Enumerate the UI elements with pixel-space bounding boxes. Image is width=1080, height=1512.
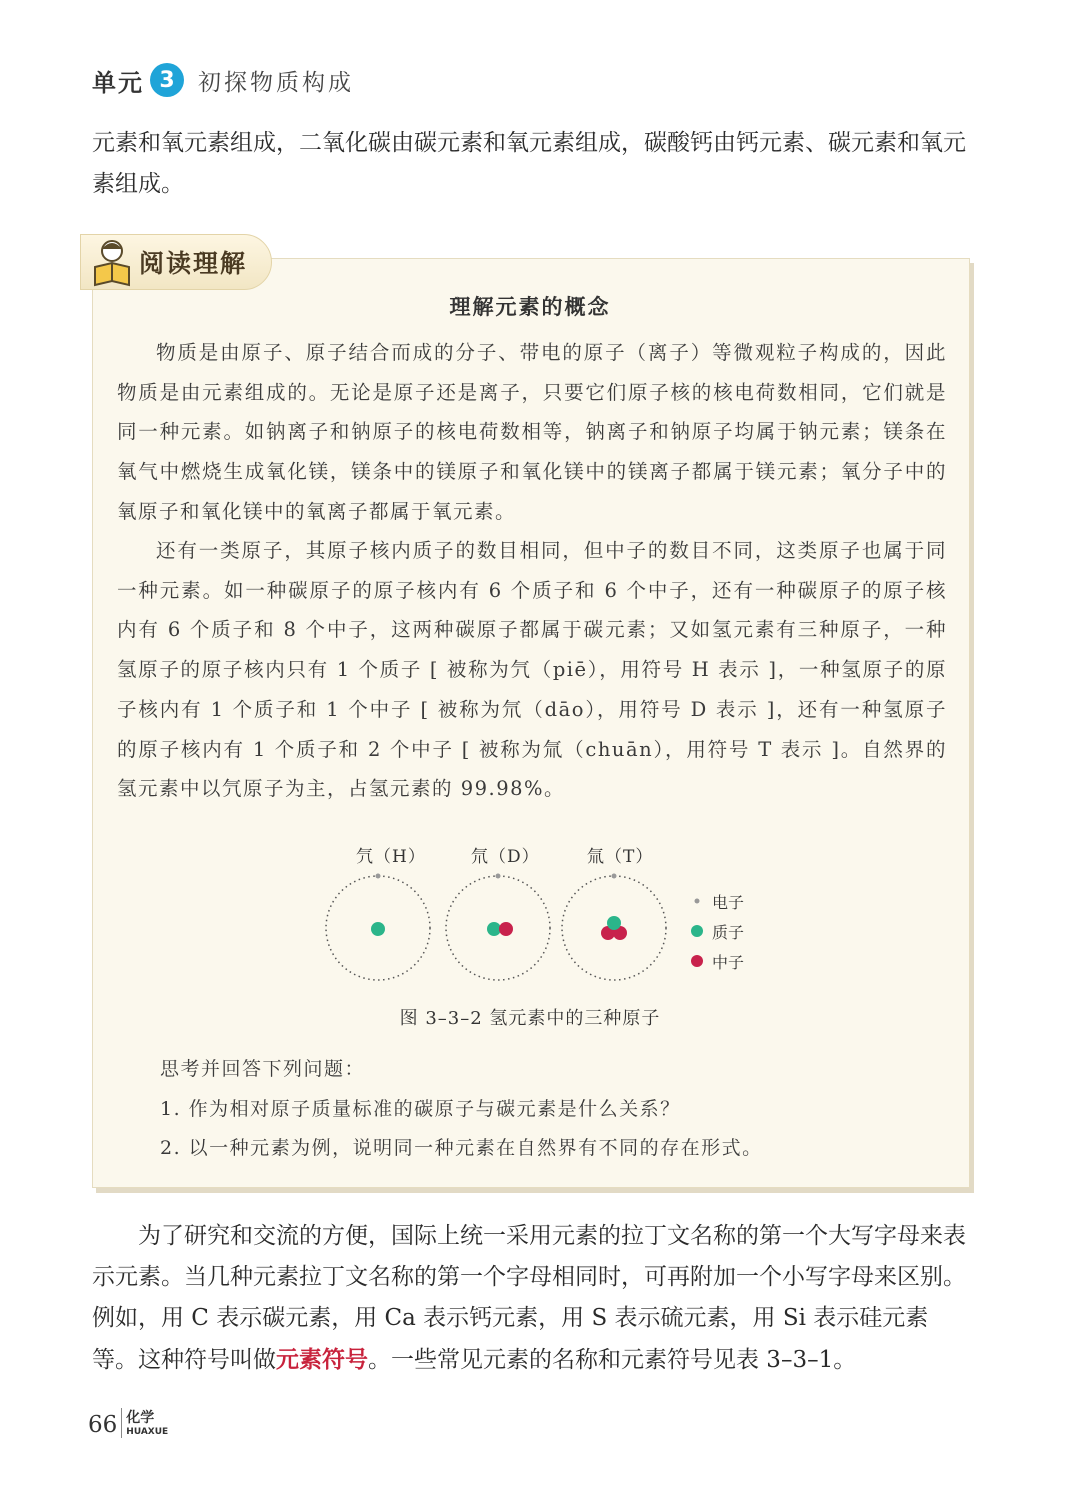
reading-paragraph-1: 物质是由原子、原子结合而成的分子、带电的原子（离子）等微观粒子构成的，因此物质是由元素组成的。无论是原子还是离子，只要它们原子核的核电荷数相同，它们就是同一种元素。如钠离子和钠原子的核电荷数相等，钠离子和钠原子均属于钠元素；镁条在氧气中燃烧生成氧化镁，镁条中的镁原子和氧化镁中的镁离子都属于镁元素；氧分子中的氧原子和氧化镁中的氧离子都属于氧元素。 bbox=[117, 341, 947, 523]
element-symbol-paragraph: 为了研究和交流的方便，国际上统一采用元素的拉丁文名称的第一个大写字母来表示元素。当几种元素拉丁文名称的第一个字母相同时，可再附加一个小写字母来区别。例如，用 C 表示碳元素，用 Ca 表示钙元素，用 S 表示硫元素，用 Si 表示硅元素等。这种符号叫做元素符号。一些常见元素的名称和元素符号见表 3–3–1。 bbox=[92, 1223, 966, 1373]
reading-tab-label: 阅读理解 bbox=[139, 249, 248, 278]
question-list bbox=[160, 1050, 763, 1169]
electron-dot-icon bbox=[690, 894, 704, 908]
key-term: 元素符号 bbox=[276, 1346, 368, 1373]
reading-person-icon bbox=[89, 237, 135, 289]
neutron-dot-icon bbox=[690, 954, 704, 968]
figure-caption: 图 3–3–2 氢元素中的三种原子 bbox=[399, 1008, 661, 1029]
unit-header bbox=[92, 60, 354, 100]
proton bbox=[371, 922, 385, 936]
atom-label-t: 氚（T） bbox=[587, 847, 654, 867]
neutron bbox=[499, 922, 513, 936]
unit-label: 单元 bbox=[92, 68, 144, 97]
atom-label-h: 氕（H） bbox=[356, 847, 426, 867]
unit-title: 初探物质构成 bbox=[198, 69, 354, 96]
intro-paragraph: 元素和氧元素组成，二氧化碳由碳元素和氧元素组成，碳酸钙由钙元素、碳元素和氧元素组成。 bbox=[92, 130, 966, 197]
legend-electron: 电子 bbox=[690, 886, 744, 916]
electron bbox=[612, 874, 617, 879]
diagram-legend bbox=[690, 886, 744, 976]
question-item: 1. 作为相对原子质量标准的碳原子与碳元素是什么关系？ bbox=[160, 1097, 681, 1120]
subject-mark: 化学 HUAXUE bbox=[126, 1410, 169, 1437]
tritium-atom bbox=[562, 874, 666, 981]
question-item: 2. 以一种元素为例，说明同一种元素在自然界有不同的存在形式。 bbox=[160, 1137, 763, 1159]
footer-divider bbox=[121, 1408, 122, 1438]
reading-box-title: 理解元素的概念 bbox=[449, 295, 611, 319]
proton bbox=[607, 916, 621, 930]
proton bbox=[487, 922, 501, 936]
reading-paragraph-2: 还有一类原子，其原子核内质子的数目相同，但中子的数目不同，这类原子也属于同一种元素。如一种碳原子的原子核内有 6 个质子和 6 个中子，还有一种碳原子的原子核内有 6 个质子和 8 个中子，这两种碳原子都属于碳元素；又如氢元素有三种原子，一种氢原子的原子核内只有 1 个质子 [ 被称为氕（piē），用符号 H 表示 ]，一种氢原子的原子核内有 1 个质子和 1 个中子 [ 被称为氘（dāo），用符号 D 表示 ]，还有一种氢原子的原子核内有 1 个质子和 2 个中子 [ 被称为氚（chuān），用符号 T 表示 ]。自然界的氢元素中以氕原子为主，占氢元素的 99.98%。 bbox=[117, 539, 947, 801]
question-prompt: 思考并回答下列问题： bbox=[160, 1058, 366, 1080]
deuterium-atom bbox=[446, 874, 550, 981]
electron bbox=[496, 874, 501, 879]
page-number: 66 bbox=[88, 1412, 118, 1438]
protium-atom bbox=[326, 874, 430, 981]
reading-tab bbox=[80, 234, 272, 290]
electron bbox=[376, 874, 381, 879]
page-footer bbox=[88, 1408, 168, 1438]
proton-dot-icon bbox=[690, 924, 704, 938]
legend-proton: 质子 bbox=[690, 916, 744, 946]
unit-number-badge: 3 bbox=[150, 63, 184, 97]
atom-label-d: 氘（D） bbox=[471, 847, 540, 867]
legend-neutron: 中子 bbox=[690, 946, 744, 976]
